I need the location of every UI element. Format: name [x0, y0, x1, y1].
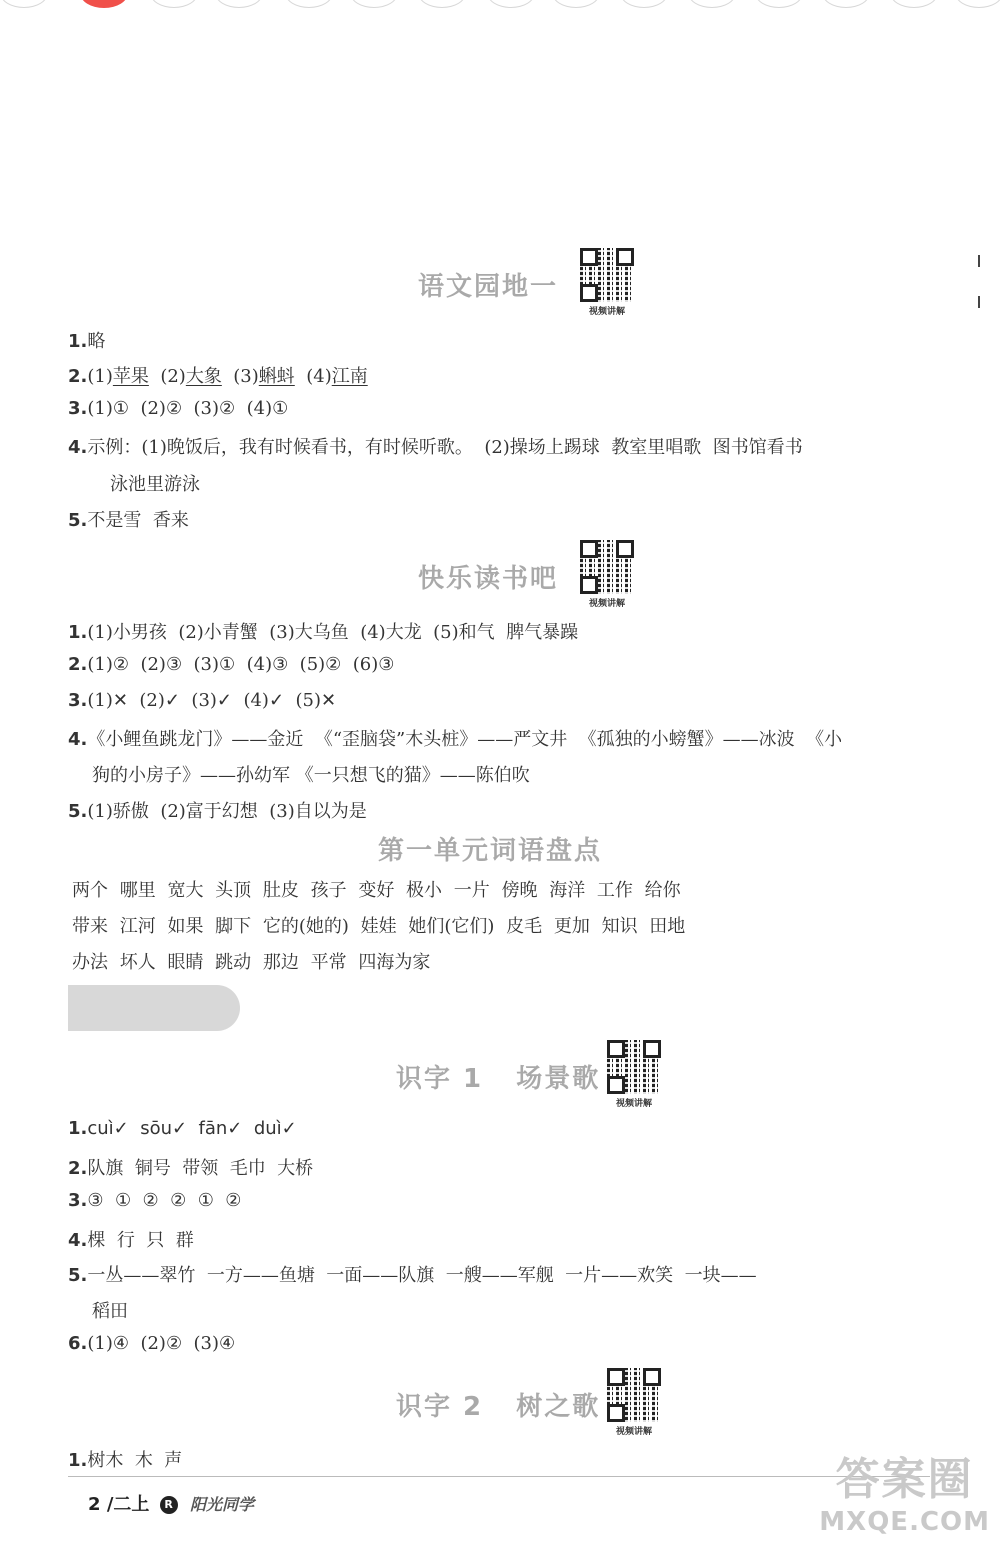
footer-divider — [68, 1476, 930, 1477]
answer-line: 4.棵 行 只 群 — [68, 1230, 194, 1251]
section-title-ciyupandian: 第一单元词语盘点 — [378, 836, 603, 866]
answer-line: 3.③ ① ② ② ① ② — [68, 1190, 242, 1211]
binding-mark — [978, 296, 980, 308]
binding-mark — [978, 255, 980, 267]
word-row: 两个 哪里 宽大 头顶 肚皮 孩子 变好 极小 一片 傍晚 海洋 工作 给你 — [72, 880, 681, 901]
brand-logo: 阳光同学 — [189, 1495, 254, 1514]
qr-caption: 视频讲解 — [615, 1099, 652, 1109]
qr-caption: 视频讲解 — [588, 307, 625, 317]
answer-line: 1.cuì✓ sōu✓ fān✓ duì✓ — [68, 1118, 297, 1139]
qr-caption: 视频讲解 — [588, 599, 625, 609]
edition-badge: R — [160, 1496, 178, 1514]
answer-line: 1.(1)小男孩 (2)小青蟹 (3)大乌鱼 (4)大龙 (5)和气 脾气暴躁 — [68, 622, 579, 643]
answer-line-continued: 泳池里游泳 — [110, 474, 200, 495]
answer-line: 3.(1)✕ (2)✓ (3)✓ (4)✓ (5)✕ — [68, 690, 337, 711]
qr-code-icon[interactable] — [580, 248, 634, 317]
word-row: 带来 江河 如果 脚下 它的(她的) 娃娃 她们(它们) 皮毛 更加 知识 田地 — [72, 916, 686, 937]
page-footer — [88, 1490, 254, 1516]
section-title-shuzhige: 识字 2 树之歌 — [396, 1392, 601, 1422]
unit-badge — [68, 985, 240, 1031]
section-title-kuaiyuedushuba: 快乐读书吧 — [418, 564, 559, 594]
answer-line: 5.不是雪 香来 — [68, 510, 189, 531]
section-title-yuwenyuandi: 语文园地一 — [418, 272, 559, 302]
qr-code-icon[interactable] — [580, 540, 634, 609]
qr-code-icon[interactable] — [607, 1040, 661, 1109]
answer-line: 2.(1)② (2)③ (3)① (4)③ (5)② (6)③ — [68, 654, 395, 675]
answer-line-continued: 狗的小房子》——孙幼军 《一只想飞的猫》——陈伯吹 — [92, 765, 530, 786]
answer-line: 4.《小鲤鱼跳龙门》——金近 《“歪脑袋”木头桩》——严文井 《孤独的小螃蟹》——冰波 《小 — [68, 729, 843, 750]
qr-code-icon[interactable] — [607, 1368, 661, 1437]
section-title-changjingge: 识字 1 场景歌 — [396, 1064, 601, 1094]
answer-line: 1.略 — [68, 331, 106, 352]
answer-line: 1.树木 木 声 — [68, 1450, 183, 1471]
answer-line: 4.示例：(1)晚饭后，我有时候看书，有时候听歌。 (2)操场上踢球 教室里唱歌 图书馆看书 — [68, 437, 803, 458]
word-row: 办法 坏人 眼睛 跳动 那边 平常 四海为家 — [72, 952, 431, 973]
site-watermark: 答案圈 MXQE.COM — [819, 1454, 990, 1537]
answer-line: 3.(1)① (2)② (3)② (4)① — [68, 398, 289, 419]
top-decoration — [0, 0, 1000, 8]
answer-line: 5.(1)骄傲 (2)富于幻想 (3)自以为是 — [68, 801, 367, 822]
answer-line: 2.(1)苹果 (2)大象 (3)蝌蚪 (4)江南 — [68, 366, 368, 387]
answer-line: 5.一丛——翠竹 一方——鱼塘 一面——队旗 一艘——军舰 一片——欢笑 一块—— — [68, 1265, 757, 1286]
grade-label: /二上 — [106, 1494, 150, 1515]
answer-line: 2.队旗 铜号 带领 毛巾 大桥 — [68, 1158, 314, 1179]
answer-line: 6.(1)④ (2)② (3)④ — [68, 1333, 236, 1354]
answer-line-continued: 稻田 — [92, 1301, 128, 1322]
qr-caption: 视频讲解 — [615, 1427, 652, 1437]
page-number: 2 — [88, 1494, 101, 1515]
